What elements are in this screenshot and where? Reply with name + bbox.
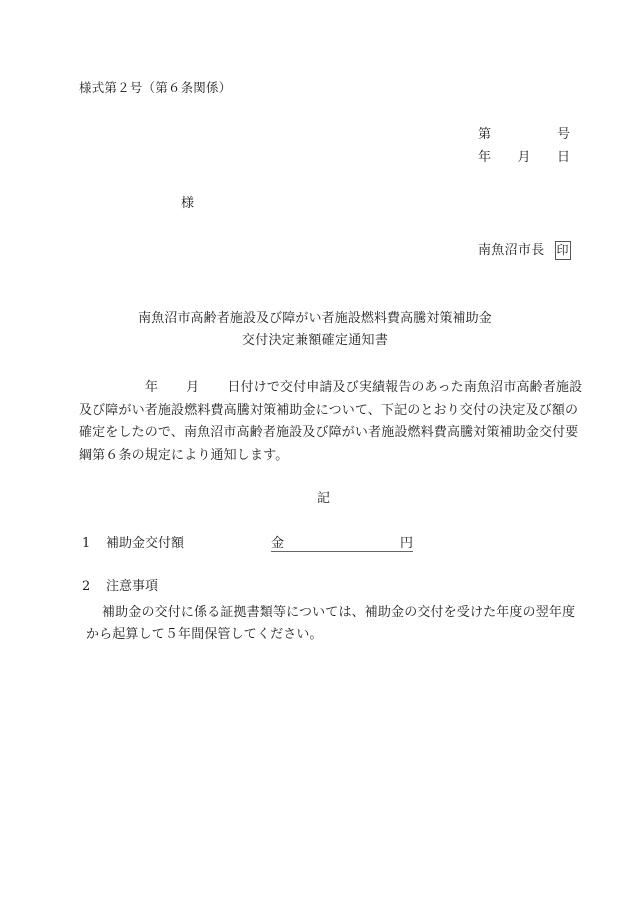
- addressee: 様: [181, 196, 195, 211]
- date-year: 年: [478, 150, 492, 165]
- doc-number-suffix: 号: [556, 127, 570, 142]
- notes-line-2: から起算して５年間保管してください。: [86, 627, 323, 642]
- seal-icon: 印: [555, 241, 571, 260]
- document-title-line1: 南魚沼市高齢者施設及び障がい者施設燃料費高騰対策補助金: [138, 311, 492, 326]
- item-label: 注意事項: [106, 579, 159, 594]
- date-day: 日: [556, 150, 570, 165]
- body-line-2: 及び障がい者施設燃料費高騰対策補助金について、下記のとおり交付の決定及び額の: [79, 402, 579, 418]
- item-notes-heading: [82, 580, 158, 593]
- doc-number-prefix: 第: [478, 127, 492, 142]
- body-line-4: 綱第６条の規定により通知します。: [79, 447, 289, 463]
- item-subsidy-amount: [82, 537, 413, 552]
- body-line-3: 確定をしたので、南魚沼市高齢者施設及び障がい者施設燃料費高騰対策補助金交付要: [79, 425, 579, 440]
- ki-heading: 記: [316, 491, 330, 506]
- document-number: [478, 128, 570, 141]
- amount-field: [271, 537, 413, 552]
- issuer-name: 南魚沼市長: [478, 243, 545, 258]
- item-number: 2: [82, 579, 91, 594]
- form-number: 様式第２号（第６条関係）: [79, 80, 232, 95]
- amount-suffix: 円: [399, 536, 413, 551]
- body-line-1: [79, 377, 583, 400]
- date-month: 月: [517, 150, 531, 165]
- body-date-year: 年: [145, 380, 159, 395]
- amount-prefix: 金: [271, 536, 285, 551]
- issue-date: [478, 151, 570, 164]
- item-number: 1: [82, 536, 91, 551]
- notes-line-1: 補助金の交付に係る証拠書類等については、補助金の交付を受けた年度の翌年度: [102, 605, 576, 620]
- document-title-line2: 交付決定兼額確定通知書: [241, 333, 389, 348]
- body-paragraph: [79, 377, 583, 467]
- issuer: [478, 241, 571, 260]
- item-label: 補助金交付額: [106, 536, 185, 551]
- body-date-month: 月: [186, 380, 200, 395]
- notes-paragraph: [86, 602, 586, 646]
- body-line-1-text: 日付けで交付申請及び実績報告のあった南魚沼市高齢者施設: [227, 380, 583, 395]
